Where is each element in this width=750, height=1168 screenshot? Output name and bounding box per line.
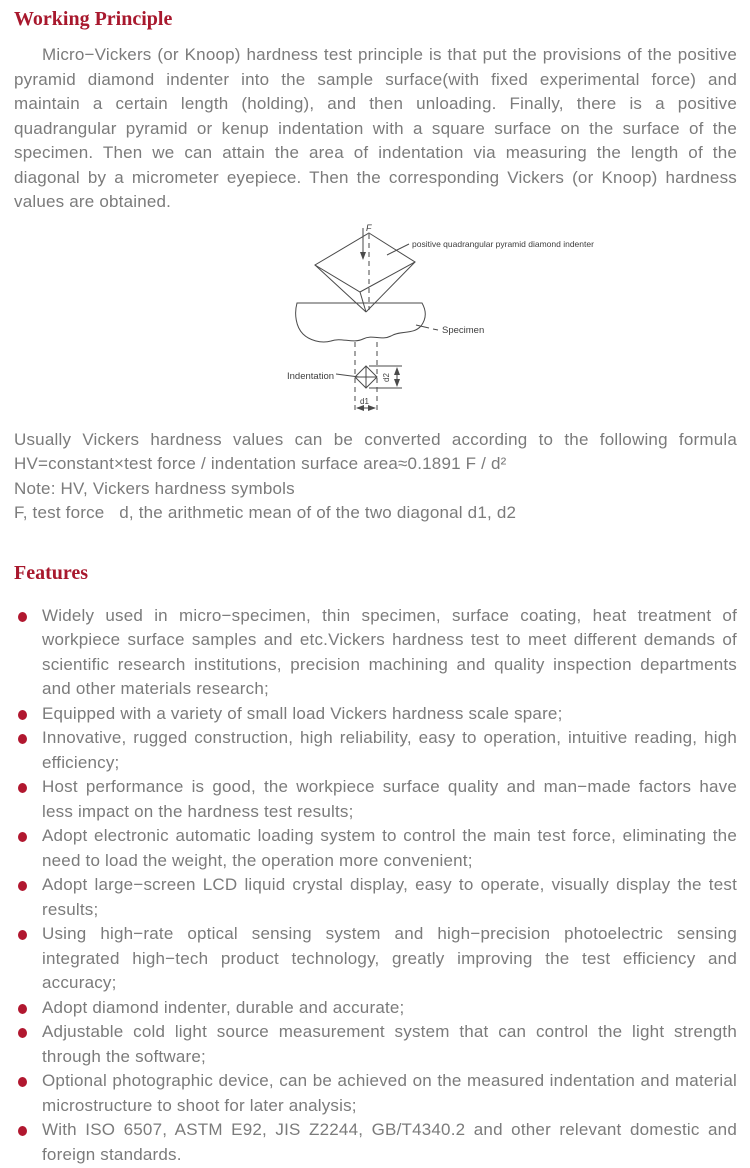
feature-item xyxy=(14,922,737,996)
indentation-label: Indentation xyxy=(287,370,335,382)
bullet-icon xyxy=(18,930,27,940)
formula-symbols-line: F, test force d, the arithmetic mean of of the two diagonal d1, d2 xyxy=(14,503,517,522)
indenter-top-face xyxy=(315,233,415,292)
feature-item xyxy=(14,996,737,1021)
bullet-icon xyxy=(18,734,27,744)
feature-text: Adopt diamond indenter, durable and accurate; xyxy=(42,997,405,1017)
specimen-label: Specimen xyxy=(442,324,485,336)
feature-item xyxy=(14,775,737,824)
vickers-indentation-diagram xyxy=(285,222,625,420)
d1-label: d1 xyxy=(360,396,369,406)
formula-note-line: Note: HV, Vickers hardness symbols xyxy=(14,478,295,498)
feature-item xyxy=(14,1118,737,1167)
indenter-label: positive quadrangular pyramid diamond indenter xyxy=(412,238,594,249)
specimen-shape xyxy=(296,303,426,342)
feature-text: Equipped with a variety of small load Vickers hardness scale spare; xyxy=(42,703,563,723)
feature-item xyxy=(14,604,737,702)
formula-block xyxy=(14,428,737,526)
feature-text: Using high−rate optical sensing system and high−precision photoelectric sensing integrated high−tech product technology, greatly improving the test efficiency and accuracy; xyxy=(42,924,737,992)
feature-item xyxy=(14,702,737,727)
working-principle-paragraph: Micro−Vickers (or Knoop) hardness test principle is that put the provisions of the positive pyramid diamond indenter into the sample surface(with fixed experimental force) and maintain a certain length (holding), and then unloading. Finally, there is a positive quadrangular pyramid or kenup indentation with a square surface on the surface of the specimen. Then we can attain the area of indentation via measuring the length of the diagonal by a micrometer eyepiece. Then the corresponding Vickers (or Knoop) hardness values are obtained. xyxy=(14,45,737,211)
bullet-icon xyxy=(18,832,27,842)
bullet-icon xyxy=(18,881,27,891)
feature-text: Adopt large−screen LCD liquid crystal display, easy to operate, visually display the test results; xyxy=(42,875,737,919)
bullet-icon xyxy=(18,612,27,622)
bullet-icon xyxy=(18,1126,27,1136)
specimen-pointer-line xyxy=(416,325,429,328)
feature-item xyxy=(14,873,737,922)
bullet-icon xyxy=(18,1077,27,1087)
feature-text: Innovative, rugged construction, high reliability, easy to operation, intuitive reading, high efficiency; xyxy=(42,728,737,772)
feature-text: Widely used in micro−specimen, thin specimen, surface coating, heat treatment of workpiece surface samples and etc.Vickers hardness test to meet different demands of scientific research institutions, precision machining and quality inspection departments and other materials research; xyxy=(42,605,737,698)
feature-item xyxy=(14,1020,737,1069)
indenter-pointer-line xyxy=(387,244,409,255)
features-list xyxy=(14,604,737,1168)
working-principle-heading: Working Principle xyxy=(14,8,173,30)
features-heading: Features xyxy=(14,561,89,584)
formula-equation-line: HV=constant×test force / indentation surface area≈0.1891 F / d² xyxy=(14,454,507,473)
bullet-icon xyxy=(18,1004,27,1014)
feature-item xyxy=(14,1069,737,1118)
force-label: F xyxy=(366,222,372,233)
bullet-icon xyxy=(18,1028,27,1038)
indentation-pointer-line xyxy=(336,374,359,377)
d2-label: d2 xyxy=(382,372,391,382)
feature-item xyxy=(14,726,737,775)
feature-text: Adopt electronic automatic loading system to control the main test force, eliminating the need to load the weight, the operation more convenient; xyxy=(42,826,737,870)
feature-text: Optional photographic device, can be achieved on the measured indentation and material microstructure to shoot for later analysis; xyxy=(42,1071,737,1115)
formula-intro-line: Usually Vickers hardness values can be converted according to the following formula xyxy=(14,429,737,449)
feature-text: With ISO 6507, ASTM E92, JIS Z2244, GB/T4340.2 and other relevant domestic and foreign standards. xyxy=(42,1120,737,1164)
bullet-icon xyxy=(18,710,27,720)
bullet-icon xyxy=(18,783,27,793)
feature-text: Adjustable cold light source measurement system that can control the light strength through the software; xyxy=(42,1022,737,1066)
feature-item xyxy=(14,824,737,873)
feature-text: Host performance is good, the workpiece surface quality and man−made factors have less impact on the hardness test results; xyxy=(42,777,737,821)
